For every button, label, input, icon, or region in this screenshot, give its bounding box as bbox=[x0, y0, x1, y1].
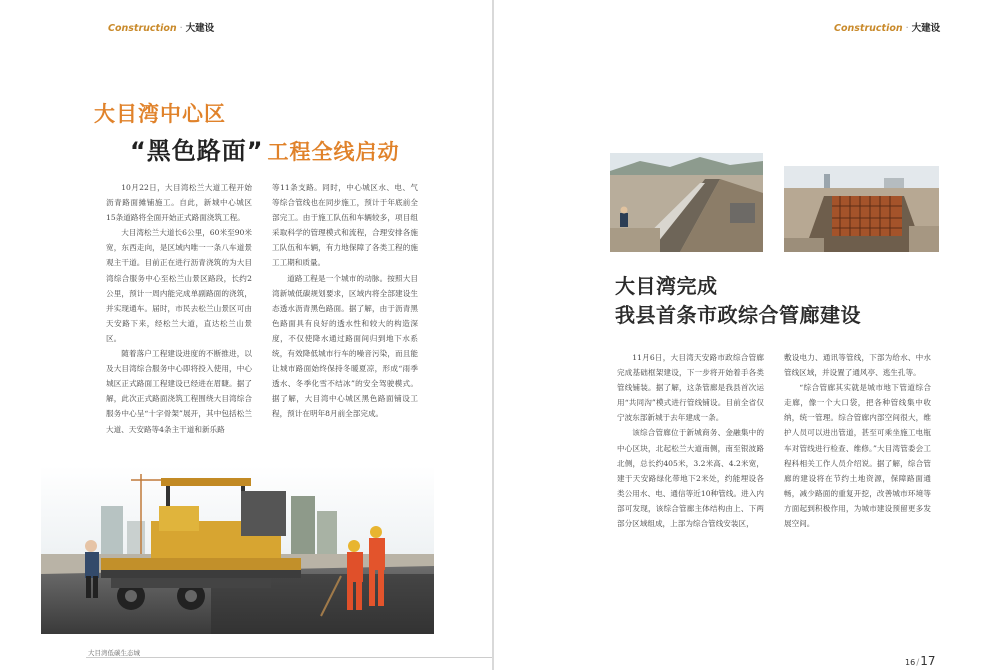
paragraph: 道路工程是一个城市的动脉。按照大目湾新城低碳规划要求，区域内将全部建设生态透水沥青黑色路面。据了解，由于沥青黑色路面具有良好的透水性和较大的构造深度，不仅使降水通过路面间归到地下水系统，有效降低城市行车的噪音污染，而且能让城市路面始终保持冬暖夏凉，形成“雨季透水、冬季化雪不结冰”的安全驾驶模式。据了解，大目湾中心城区黑色路面铺设工程，预计在明年8月前全部完成。 bbox=[272, 273, 418, 419]
paragraph: 敷设电力、通讯等管线，下部为给水、中水管线区域，并设置了通风亭、逃生孔等。 bbox=[784, 353, 931, 378]
road-paving-photo bbox=[41, 466, 434, 634]
footer-publication: 大目湾低碳生态城 bbox=[88, 649, 140, 657]
header-cn: 大建设 bbox=[185, 23, 215, 34]
article-title-line1: 大目湾中心区 bbox=[94, 101, 226, 126]
title-quoted: “黑色路面” bbox=[130, 137, 264, 165]
header-separator: · bbox=[179, 23, 183, 34]
header-cn: 大建设 bbox=[911, 23, 941, 34]
header-separator: · bbox=[905, 23, 909, 34]
trench-illustration bbox=[610, 153, 763, 252]
article-title-line2: 我县首条市政综合管廊建设 bbox=[615, 303, 861, 327]
paragraph: 10月22日，大目湾松兰大道工程开始沥青路面摊铺施工。自此，新城中心城区15条道路将全面开始正式路面浇筑工程。 bbox=[106, 183, 252, 223]
footer-rule bbox=[86, 657, 492, 658]
page-next: 17 bbox=[920, 654, 936, 668]
paragraph: “综合管廊其实就是城市地下管道综合走廊，像一个大口袋，把各种管线集中收纳，统一管理。综合管廊内部空间很大，维护人员可以进出管道，甚至可乘坐施工电瓶车对管线进行检查、维修。”大目湾管委会工程科相关工作人员介绍说。据了解，综合管廊的建设将在节约土地资源，保障路面通畅，减少路面的重复开挖，改善城市环境等方面起到积极作用，为城市建设预留更多发展空间。 bbox=[784, 383, 931, 529]
page-separator: / bbox=[916, 658, 920, 668]
article-column-1 bbox=[106, 180, 252, 437]
title-rest: 工程全线启动 bbox=[267, 139, 400, 164]
paragraph: 等11条支路。同时，中心城区水、电、气等综合管线也在同步施工，预计于年底前全部完工。由于施工队伍和车辆较多，项目组采取科学的管理模式和流程，合理安排各施工队伍和车辆，有力地保障了各类工程的施工工期和质量。 bbox=[272, 183, 418, 268]
article-title-line1: 大目湾完成 bbox=[615, 274, 718, 298]
article-column-2 bbox=[272, 180, 418, 422]
paragraph: 随着落户工程建设进度的不断推进，以及大目湾综合服务中心即将投入使用，中心城区正式路面工程建设已经进在眉睫。据了解，此次正式路面浇筑工程围绕大目湾综合服务中心呈“十字骨架”展开，其中包括松兰大道、天安路等4条主干道和新乐路 bbox=[106, 349, 252, 434]
article-column-1 bbox=[617, 350, 764, 531]
header-en: Construction bbox=[834, 23, 903, 34]
section-header-left bbox=[108, 20, 214, 34]
article-title-line2 bbox=[130, 131, 400, 166]
paragraph: 该综合管廊位于新城商务、金融集中的中心区块，北起松兰大道南侧，南至银波路北侧，总长约405米，3.2米高、4.2米宽，建于天安路绿化带地下2米处，约能埋设各类公用水、电、通信等近10种管线。进入内部可发现，该综合管廊主体结构由上、下两部分区域组成，上部为综合管线安装区， bbox=[617, 428, 764, 529]
right-page bbox=[494, 0, 987, 670]
page-current: 16 bbox=[905, 658, 916, 667]
rebar-illustration bbox=[784, 166, 939, 252]
section-header-right bbox=[834, 20, 940, 34]
paving-machine-illustration bbox=[41, 466, 434, 634]
trench-construction-photo bbox=[610, 153, 763, 252]
header-en: Construction bbox=[108, 23, 177, 34]
rebar-cage-photo bbox=[784, 166, 939, 252]
paragraph: 11月6日，大目湾天安路市政综合管廊完成基础框架建设，下一步将开始着手各类管线铺装。据了解，这条管廊是我县首次运用“共同沟”模式进行管线铺设。目前全省仅宁波东部新城于去年建成一条。 bbox=[617, 353, 764, 423]
left-page bbox=[0, 0, 492, 670]
article-column-2 bbox=[784, 350, 931, 531]
page-number bbox=[905, 650, 936, 669]
paragraph: 大目湾松兰大道长6公里，60米至90米宽，东西走向，是区域内唯一一条八车道景观主干道。目前正在进行沥青浇筑的为大目湾综合服务中心至松兰山景区路段，长约2公里，预计一周内能完成单副路面的浇筑，并实现通车。届时，市民去松兰山景区可由天安路下来，经松兰大道，直达松兰山景区。 bbox=[106, 228, 252, 343]
